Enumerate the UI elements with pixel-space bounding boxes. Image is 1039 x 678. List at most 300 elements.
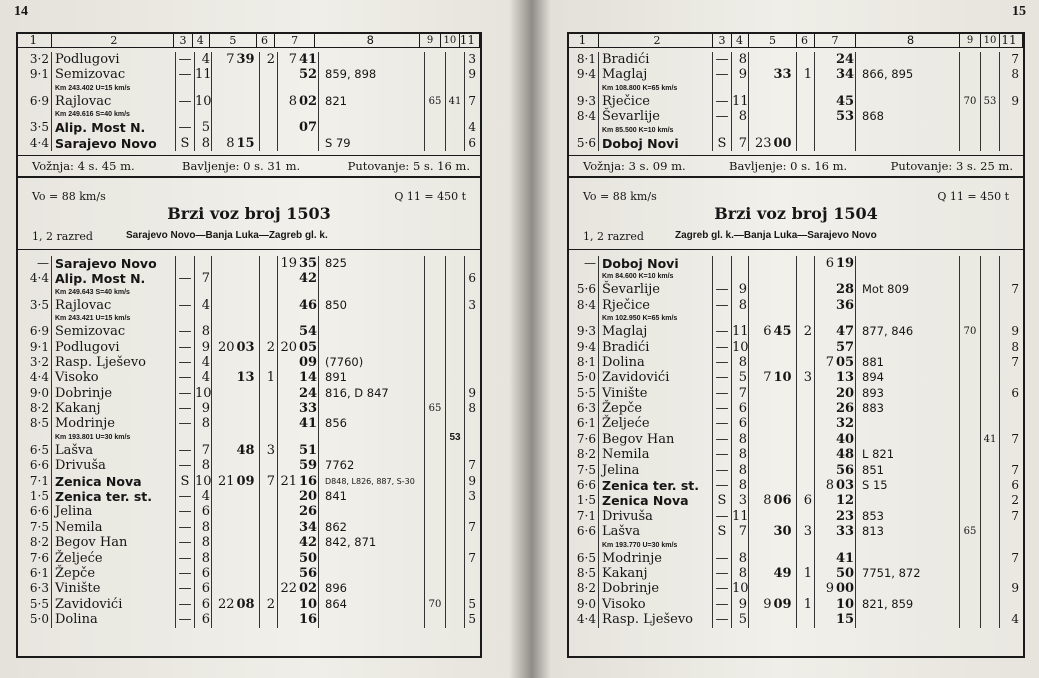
arrival-time xyxy=(212,324,260,339)
col-11-cell: 9 xyxy=(468,473,476,488)
col-11-cell: 9 xyxy=(1011,324,1019,339)
arrival-hour xyxy=(749,298,773,313)
empty-cell xyxy=(797,125,815,136)
arrival-hour xyxy=(749,551,773,566)
station-row xyxy=(18,136,480,151)
speed-restriction-note: Km 249.616 S=40 km/s xyxy=(52,109,176,120)
station-name: Podlugovi xyxy=(52,340,176,355)
arrival-hour xyxy=(212,535,236,550)
col-9-cell xyxy=(960,432,981,447)
col-10-cell xyxy=(981,493,1000,508)
crossing-trains xyxy=(319,271,425,286)
departure-time xyxy=(278,566,319,581)
departure-minute: 26 xyxy=(836,401,855,417)
empty-cell xyxy=(260,313,278,324)
stop-type: — xyxy=(713,52,732,67)
arrival-minute xyxy=(773,463,797,478)
speed-restriction-note: Km 243.402 U=15 km/s xyxy=(52,83,176,94)
distance-km: 8·2 xyxy=(18,535,52,550)
col-11-cell xyxy=(1000,566,1023,581)
running-minutes: 7 xyxy=(732,136,749,151)
departure-hour xyxy=(278,520,298,535)
empty-cell xyxy=(815,313,856,324)
departure-time xyxy=(815,401,856,416)
arrival-time xyxy=(212,535,260,550)
departure-hour xyxy=(278,120,298,135)
distance-km: 6·6 xyxy=(18,504,52,519)
col-10-cell xyxy=(981,478,1000,493)
station-name: Dobrinje xyxy=(52,386,176,401)
col-10-cell xyxy=(981,67,1000,82)
dwell-minutes: 1 xyxy=(797,67,815,82)
col-11-cell xyxy=(465,324,480,339)
distance-km: 7·1 xyxy=(569,509,599,524)
column-header-2: 2 xyxy=(599,34,713,47)
stop-type: — xyxy=(713,509,732,524)
distance-km: 8·2 xyxy=(569,447,599,462)
dwell-minutes xyxy=(797,94,815,109)
distance-km: 4·4 xyxy=(18,370,52,385)
arrival-hour xyxy=(749,386,773,401)
col-11-cell xyxy=(1000,597,1023,612)
departure-hour xyxy=(815,612,835,627)
arrival-hour xyxy=(212,370,236,385)
arrival-minute xyxy=(236,458,260,473)
crossing-trains xyxy=(856,551,960,566)
crossing-trains: 813 xyxy=(856,524,960,539)
stop-type xyxy=(713,256,732,271)
departure-hour: 20 xyxy=(280,339,297,355)
departure-time xyxy=(278,504,319,519)
column-header-9: 9 xyxy=(960,34,981,47)
dwell-minutes xyxy=(260,401,278,416)
departure-minute: 57 xyxy=(836,339,855,355)
departure-hour: 7 xyxy=(825,354,834,370)
crossing-trains xyxy=(856,416,960,431)
station-name: Drivuša xyxy=(599,509,713,524)
station-name: Zenica ter. st. xyxy=(52,489,176,504)
col-11-cell: 6 xyxy=(1011,478,1019,493)
running-minutes: 8 xyxy=(732,566,749,581)
km-cell xyxy=(18,83,52,94)
station-name: Žepče xyxy=(52,566,176,581)
station-row xyxy=(569,581,1023,596)
distance-km: 8·2 xyxy=(569,581,599,596)
crossing-trains xyxy=(856,581,960,596)
stop-type: — xyxy=(176,355,195,370)
crossing-trains xyxy=(319,52,425,67)
col-9-cell xyxy=(425,120,446,135)
distance-km: 6·6 xyxy=(569,478,599,493)
crossing-trains xyxy=(856,493,960,508)
arrival-minute: 09 xyxy=(236,473,255,489)
arrival-minute xyxy=(236,94,260,109)
col-10-cell xyxy=(981,401,1000,416)
crossing-trains xyxy=(319,612,425,627)
stop-type: — xyxy=(176,401,195,416)
empty-cell xyxy=(960,83,981,94)
stop-type: — xyxy=(176,94,195,109)
departure-time xyxy=(278,443,319,458)
distance-km: 7·5 xyxy=(569,463,599,478)
arrival-hour xyxy=(212,94,236,109)
running-minutes: 9 xyxy=(732,67,749,82)
col-10-cell: 41 xyxy=(981,432,1000,447)
station-row xyxy=(18,370,480,385)
departure-hour xyxy=(278,355,298,370)
stop-time: Bavljenje: 0 s. 31 m. xyxy=(182,158,301,173)
arrival-minute xyxy=(773,355,797,370)
departure-hour xyxy=(278,458,298,473)
departure-time xyxy=(278,520,319,535)
station-name: Željeće xyxy=(599,416,713,431)
running-minutes: 6 xyxy=(195,566,212,581)
arrival-hour xyxy=(749,416,773,431)
departure-minute: 50 xyxy=(836,565,855,581)
station-name: Doboj Novi xyxy=(599,136,713,151)
col-10-cell xyxy=(446,401,465,416)
departure-minute: 56 xyxy=(836,462,855,478)
distance-km: 9·1 xyxy=(18,67,52,82)
speed-restriction-row xyxy=(18,109,480,120)
empty-cell xyxy=(195,287,212,298)
speed-restriction-row xyxy=(18,432,480,443)
crossing-trains xyxy=(319,504,425,519)
col-10-cell xyxy=(446,83,465,94)
stop-type: — xyxy=(176,298,195,313)
arrival-hour xyxy=(212,566,236,581)
empty-cell xyxy=(465,83,480,94)
col-10-cell xyxy=(981,136,1000,151)
arrival-hour xyxy=(749,432,773,447)
col-10-cell xyxy=(981,324,1000,339)
departure-time xyxy=(278,256,319,271)
departure-time xyxy=(278,581,319,596)
col-10-cell xyxy=(446,597,465,612)
arrival-hour xyxy=(212,401,236,416)
crossing-trains xyxy=(319,120,425,135)
departure-minute: 33 xyxy=(836,524,855,540)
crossing-trains: 859, 898 xyxy=(319,67,425,82)
departure-time xyxy=(278,324,319,339)
station-row xyxy=(569,136,1023,151)
col-11-cell: 8 xyxy=(1011,67,1019,82)
empty-cell xyxy=(960,313,981,324)
col-9-cell xyxy=(425,324,446,339)
col-10-cell xyxy=(446,612,465,627)
stop-type: — xyxy=(176,566,195,581)
col-11-cell: 5 xyxy=(468,612,476,627)
empty-cell xyxy=(319,432,425,443)
stop-type: S xyxy=(176,474,195,489)
stop-type: — xyxy=(713,370,732,385)
station-name: Modrinje xyxy=(599,551,713,566)
station-row xyxy=(569,282,1023,297)
empty-cell xyxy=(195,109,212,120)
stop-type: — xyxy=(713,324,732,339)
departure-hour xyxy=(278,489,298,504)
departure-hour xyxy=(815,340,835,355)
arrival-time xyxy=(749,355,797,370)
crossing-trains xyxy=(319,566,425,581)
arrival-hour xyxy=(749,282,773,297)
departure-minute: 10 xyxy=(836,596,855,612)
departure-time xyxy=(278,535,319,550)
departure-time xyxy=(278,489,319,504)
station-name: Zavidovići xyxy=(599,370,713,385)
empty-cell xyxy=(195,313,212,324)
col-10-cell xyxy=(446,298,465,313)
running-minutes: 8 xyxy=(195,535,212,550)
empty-cell xyxy=(260,432,278,443)
stop-type: S xyxy=(176,136,195,151)
arrival-time xyxy=(749,324,797,339)
empty-cell xyxy=(749,83,797,94)
departure-hour xyxy=(278,401,298,416)
empty-cell xyxy=(1000,271,1023,282)
crossing-trains: 866, 895 xyxy=(856,67,960,82)
dwell-minutes: 2 xyxy=(260,340,278,355)
crossing-trains: L 821 xyxy=(856,447,960,462)
col-11-cell: 4 xyxy=(468,120,476,135)
station-name: Semizovac xyxy=(52,67,176,82)
dwell-minutes xyxy=(260,298,278,313)
arrival-time xyxy=(749,416,797,431)
distance-km: 5·0 xyxy=(569,370,599,385)
empty-cell xyxy=(1000,125,1023,136)
departure-minute: 00 xyxy=(836,581,855,597)
col-10-cell xyxy=(446,324,465,339)
empty-cell xyxy=(1000,83,1023,94)
departure-hour xyxy=(815,416,835,431)
distance-km: 8·4 xyxy=(569,298,599,313)
crossing-trains: 850 xyxy=(319,298,425,313)
empty-cell xyxy=(465,109,480,120)
crossing-trains: 816, D 847 xyxy=(319,386,425,401)
stop-type: — xyxy=(176,120,195,135)
empty-cell xyxy=(960,271,981,282)
arrival-hour: 6 xyxy=(763,324,772,340)
arrival-minute: 10 xyxy=(773,370,792,386)
dwell-minutes xyxy=(797,432,815,447)
col-10-cell xyxy=(446,271,465,286)
departure-minute: 56 xyxy=(299,565,318,581)
arrival-time xyxy=(749,298,797,313)
arrival-minute xyxy=(773,447,797,462)
arrival-hour xyxy=(749,401,773,416)
running-minutes: 9 xyxy=(195,340,212,355)
arrival-time xyxy=(749,463,797,478)
station-name: Lašva xyxy=(52,443,176,458)
column-header-6: 6 xyxy=(797,34,815,47)
running-minutes: 9 xyxy=(195,401,212,416)
empty-cell xyxy=(732,313,749,324)
arrival-hour xyxy=(212,489,236,504)
stop-type: S xyxy=(713,493,732,508)
dwell-minutes xyxy=(797,509,815,524)
arrival-time xyxy=(212,120,260,135)
distance-km: 9·4 xyxy=(569,67,599,82)
empty-cell xyxy=(856,540,960,551)
departure-time xyxy=(815,432,856,447)
distance-km: 7·6 xyxy=(18,551,52,566)
empty-cell xyxy=(960,540,981,551)
station-row xyxy=(18,120,480,135)
stop-type: — xyxy=(713,298,732,313)
station-name: Zenica ter. st. xyxy=(599,478,713,493)
arrival-hour xyxy=(212,581,236,596)
arrival-time xyxy=(212,256,260,271)
arrival-minute xyxy=(773,416,797,431)
arrival-hour: 22 xyxy=(217,596,235,612)
station-name: Begov Han xyxy=(599,432,713,447)
running-minutes: 4 xyxy=(195,298,212,313)
running-minutes: 7 xyxy=(195,271,212,286)
arrival-hour xyxy=(749,612,773,627)
empty-cell xyxy=(278,109,319,120)
col-11-cell xyxy=(1000,256,1023,271)
station-row xyxy=(18,324,480,339)
crossing-trains xyxy=(319,401,425,416)
station-name: Sarajevo Novo xyxy=(52,136,176,151)
station-name: Drivuša xyxy=(52,458,176,473)
arrival-minute xyxy=(236,489,260,504)
col-9-cell xyxy=(960,52,981,67)
station-row xyxy=(18,401,480,416)
crossing-trains: 894 xyxy=(856,370,960,385)
crossing-trains: 883 xyxy=(856,401,960,416)
station-row xyxy=(18,504,480,519)
station-name: Semizovac xyxy=(52,324,176,339)
col-9-cell xyxy=(960,256,981,271)
station-row xyxy=(18,597,480,612)
arrival-hour xyxy=(212,443,236,458)
col-10-cell xyxy=(981,298,1000,313)
stop-type: — xyxy=(176,370,195,385)
departure-time xyxy=(815,581,856,596)
running-minutes: 8 xyxy=(732,109,749,124)
distance-km: 9·3 xyxy=(569,324,599,339)
col-9-cell xyxy=(425,386,446,401)
departure-minute: 07 xyxy=(299,120,318,136)
arrival-time xyxy=(749,94,797,109)
empty-cell xyxy=(425,287,446,298)
distance-km: 8·1 xyxy=(569,52,599,67)
empty-cell xyxy=(425,313,446,324)
departure-minute: 50 xyxy=(299,550,318,566)
right-main-rows xyxy=(569,256,1023,628)
arrival-hour: 8 xyxy=(226,135,235,151)
col-10-cell xyxy=(446,489,465,504)
crossing-trains: 877, 846 xyxy=(856,324,960,339)
empty-cell xyxy=(1000,313,1023,324)
departure-hour xyxy=(815,94,835,109)
stop-type: — xyxy=(713,432,732,447)
departure-time xyxy=(815,355,856,370)
crossing-trains xyxy=(319,324,425,339)
arrival-time xyxy=(749,432,797,447)
col-10-cell xyxy=(981,52,1000,67)
station-name: Podlugovi xyxy=(52,52,176,67)
running-minutes: 4 xyxy=(195,489,212,504)
arrival-time xyxy=(212,581,260,596)
column-header-7: 7 xyxy=(275,34,316,47)
departure-minute: 28 xyxy=(836,282,855,298)
arrival-minute xyxy=(236,324,260,339)
col-9-cell xyxy=(425,458,446,473)
col-9-cell xyxy=(960,109,981,124)
col-9-cell xyxy=(960,478,981,493)
departure-minute: 42 xyxy=(299,535,318,551)
departure-hour xyxy=(278,535,298,550)
arrival-minute: 45 xyxy=(773,324,792,340)
arrival-hour xyxy=(212,386,236,401)
departure-time xyxy=(815,463,856,478)
distance-km: — xyxy=(569,256,599,271)
distance-km: 6·1 xyxy=(569,416,599,431)
col-9-cell xyxy=(425,52,446,67)
speed-restriction-note: Km 243.421 U=15 km/s xyxy=(52,313,176,324)
arrival-hour xyxy=(212,416,236,431)
km-cell xyxy=(18,313,52,324)
departure-minute: 24 xyxy=(836,52,855,67)
crossing-trains xyxy=(856,136,960,151)
left-top-rows xyxy=(18,52,480,151)
stop-type: — xyxy=(713,401,732,416)
station-name: Ševarlije xyxy=(599,282,713,297)
station-row xyxy=(569,370,1023,385)
arrival-hour: 9 xyxy=(763,596,772,612)
col-10-cell xyxy=(981,524,1000,539)
col-11-cell: 7 xyxy=(1011,282,1019,297)
dwell-minutes: 2 xyxy=(260,52,278,67)
station-row xyxy=(18,386,480,401)
empty-cell xyxy=(212,287,260,298)
empty-cell xyxy=(713,540,732,551)
empty-cell xyxy=(176,313,195,324)
station-row xyxy=(18,340,480,355)
empty-cell xyxy=(749,540,797,551)
arrival-time xyxy=(212,489,260,504)
left-table-main xyxy=(18,250,480,628)
departure-hour: 8 xyxy=(825,478,834,494)
crossing-trains xyxy=(856,94,960,109)
col-11-cell: 6 xyxy=(468,135,476,150)
arrival-hour xyxy=(749,109,773,124)
crossing-trains: 841 xyxy=(319,489,425,504)
distance-km: 8·4 xyxy=(569,109,599,124)
departure-time xyxy=(815,256,856,271)
crossing-trains: S 15 xyxy=(856,478,960,493)
empty-cell xyxy=(815,125,856,136)
running-minutes: 6 xyxy=(195,597,212,612)
arrival-minute xyxy=(236,298,260,313)
departure-hour xyxy=(278,443,298,458)
station-row xyxy=(18,298,480,313)
arrival-time xyxy=(212,520,260,535)
stop-type: S xyxy=(713,524,732,539)
col-10-cell xyxy=(446,52,465,67)
stop-type: — xyxy=(713,416,732,431)
departure-hour xyxy=(815,597,835,612)
distance-km: 6·5 xyxy=(18,443,52,458)
right-top-rows xyxy=(569,52,1023,151)
column-header-1: 1 xyxy=(569,34,599,47)
running-minutes: 5 xyxy=(732,370,749,385)
dwell-minutes xyxy=(797,386,815,401)
stop-type: — xyxy=(176,271,195,286)
col-9-cell xyxy=(425,504,446,519)
